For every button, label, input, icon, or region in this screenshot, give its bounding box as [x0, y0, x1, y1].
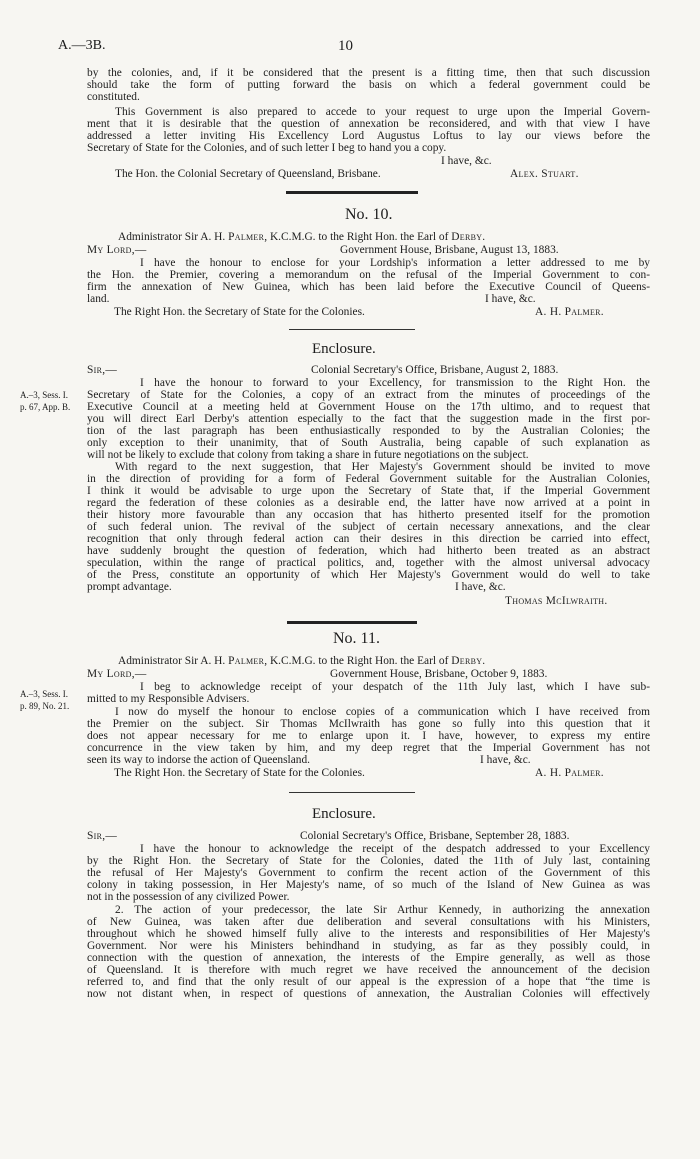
body-line: of the Press, constitute an opportunity of which Her Majesty's Government would do well to take — [87, 569, 650, 581]
body-line: constituted. — [87, 91, 140, 103]
body-line: by the Right Hon. the Secretary of State for the Colonies, dated the 11th of July last, containing — [87, 855, 650, 867]
body-line: I beg to acknowledge receipt of your despatch of the 11th July last, which I have sub- — [140, 681, 650, 693]
body-line: throughout which he showed himself fully alive to the interests and responsibilities of Her Majesty's — [87, 928, 650, 940]
salutation: My Lord,— — [87, 244, 147, 256]
body-line: land. — [87, 293, 110, 305]
margin-note: A.–3, Sess. I. — [20, 390, 69, 400]
salutation: Sir,— — [87, 830, 118, 842]
body-line: I have the honour to enclose for your Lordship's information a letter addressed to me by — [140, 257, 650, 269]
salutation: My Lord,— — [87, 668, 147, 680]
body-line: 2. The action of your predecessor, the late Sir Arthur Kennedy, in authorizing the annexation — [115, 904, 650, 916]
margin-note: p. 67, App. B. — [20, 402, 71, 412]
letter-title: Administrator Sir A. H. Palmer, K.C.M.G. to the Right Hon. the Earl of Derby. — [118, 655, 486, 667]
body-line: colony in taking possession, in Her Majesty's name, of so much of the Island of New Guinea as was — [87, 879, 650, 891]
body-line: Secretary of State for the Colonies, and of such letter I beg to hand you a copy. — [87, 142, 447, 154]
body-line: I have the honour to forward to your Excellency, for transmission to the Right Hon. the — [140, 377, 650, 389]
body-line: tion of the last paragraph has been enthusiastically responded to by the Australian Colonies; the — [87, 425, 650, 437]
enclosure-heading: Enclosure. — [312, 341, 376, 357]
enclosure-heading: Enclosure. — [312, 806, 376, 822]
section-heading: No. 11. — [333, 630, 380, 647]
body-line: addressed a letter inviting His Excellency Lord Augustus Loftus to lay our views before the — [87, 130, 650, 142]
section-rule — [289, 329, 415, 330]
body-line: prompt advantage. — [87, 581, 172, 593]
body-line: concurrence in the view taken by him, and my deep regret that the Imperial Government has not — [87, 742, 650, 754]
body-line: With regard to the next suggestion, that Her Majesty's Government should be invited to move — [115, 461, 650, 473]
body-line: does not appear necessary for me to enlarge upon it. I have, however, to express my entire — [87, 730, 650, 742]
body-line: you will direct Earl Derby's attention especially to the fact that the suggestion made in the first por- — [87, 413, 650, 425]
body-line: only exception to their unanimity, that of South Australia, being capable of such explanation as — [87, 437, 650, 449]
place-date: Government House, Brisbane, October 9, 1883. — [330, 668, 548, 680]
body-line: of such federal union. The revival of the subject of certain necessary annexations, and the clear — [87, 521, 650, 533]
section-rule — [289, 792, 415, 793]
body-line: the Hon. the Premier, covering a memorandum on the refusal of the Imperial Government to con- — [87, 269, 650, 281]
body-line: not in the possession of any civilized Power. — [87, 891, 290, 903]
body-line: have suddenly brought the question of federation, which had hitherto been treated as an abstract — [87, 545, 650, 557]
body-line: mitted to my Responsible Advisers. — [87, 693, 250, 705]
body-line: the refusal of Her Majesty's Government to confirm the recent action of the Government of this — [87, 867, 650, 879]
margin-note: A.–3, Sess. I. — [20, 689, 69, 699]
section-rule — [286, 191, 418, 194]
body-line: the Premier on the subject. Sir Thomas McIlwraith has gone so fully into this question that it — [87, 718, 650, 730]
body-line: This Government is also prepared to accede to your request to urge upon the Imperial Govern- — [115, 106, 650, 118]
body-line: ment that it is desirable that the question of annexation be reconsidered, and with that view I have — [87, 118, 650, 130]
closing-line: I have, &c. — [441, 155, 492, 167]
body-line: their history more favourable than any occasion that has hitherto presented itself for the promotion — [87, 509, 650, 521]
addressee-line: The Right Hon. the Secretary of State for the Colonies. — [114, 767, 365, 779]
section-heading: No. 10. — [345, 206, 393, 223]
margin-note: p. 89, No. 21. — [20, 701, 70, 711]
body-line: I have the honour to acknowledge the receipt of the despatch addressed to your Excellency — [140, 843, 650, 855]
signature: A. H. Palmer. — [535, 767, 604, 779]
body-line: speculation, within the range of practical politics, and, together with the almost universal advocacy — [87, 557, 650, 569]
addressee-line: The Right Hon. the Secretary of State for the Colonies. — [114, 306, 365, 318]
body-line: regard the federation of these colonies as a desirable end, the latter have now arrived at a point in — [87, 497, 650, 509]
signature: Alex. Stuart. — [510, 168, 579, 180]
body-line: should take the form of putting forward the basis on which a federal government could be — [87, 79, 650, 91]
salutation: Sir,— — [87, 364, 118, 376]
letter-title: Administrator Sir A. H. Palmer, K.C.M.G. to the Right Hon. the Earl of Derby. — [118, 231, 486, 243]
body-line: of Queensland. It is therefore with much regret we have received the announcement of the decision — [87, 964, 650, 976]
body-line: now not distant when, in respect of questions of annexation, the Australian Colonies will effectively — [87, 988, 650, 1000]
body-line: in the direction of providing for a form of Federal Government suitable for the Australian Colonies, — [87, 473, 650, 485]
body-line: recognition that only through federal action can their desires in this direction be carried into effect, — [87, 533, 650, 545]
body-line: referred to, and find that the only result of our appeal is the expression of a hope that “the time is — [87, 976, 650, 988]
body-line: I now do myself the honour to enclose copies of a communication which I have received from — [115, 706, 650, 718]
closing-line: I have, &c. — [455, 581, 506, 593]
body-line: firm the annexation of New Guinea, which has been laid before the Executive Council of Queens- — [87, 281, 650, 293]
body-line: seen its way to indorse the action of Queensland. — [87, 754, 311, 766]
closing-line: I have, &c. — [485, 293, 536, 305]
place-date: Government House, Brisbane, August 13, 1883. — [340, 244, 559, 256]
body-line: Secretary of State for the Colonies, a copy of an extract from the minutes of proceedings of the — [87, 389, 650, 401]
document-reference: A.—3B. — [58, 38, 106, 53]
place-date: Colonial Secretary's Office, Brisbane, September 28, 1883. — [300, 830, 570, 842]
body-line: connection with the question of annexation, the interests of the Empire generally, as well as those — [87, 952, 650, 964]
closing-line: I have, &c. — [480, 754, 531, 766]
signature: A. H. Palmer. — [535, 306, 604, 318]
body-line: Executive Council at a meeting held at Government House on the 17th ultimo, and to request that — [87, 401, 650, 413]
addressee-line: The Hon. the Colonial Secretary of Queensland, Brisbane. — [115, 168, 381, 180]
place-date: Colonial Secretary's Office, Brisbane, August 2, 1883. — [311, 364, 559, 376]
body-line: of New Guinea, was taken after due deliberation and several consultations with his Ministers, — [87, 916, 650, 928]
page-number: 10 — [338, 38, 353, 54]
body-line: Government. Nor were his Ministers behindhand in studying, as far as they possibly could, in — [87, 940, 650, 952]
section-rule — [287, 621, 417, 624]
body-line: by the colonies, and, if it be considered that the present is a fitting time, then that such discussion — [87, 67, 650, 79]
body-line: I think it would be advisable to urge upon the Secretary of State that, if the Imperial Government — [87, 485, 650, 497]
signature: Thomas McIlwraith. — [505, 595, 608, 607]
body-line: will not be likely to exclude that colony from taking a share in future negotiations on the subject. — [87, 449, 529, 461]
